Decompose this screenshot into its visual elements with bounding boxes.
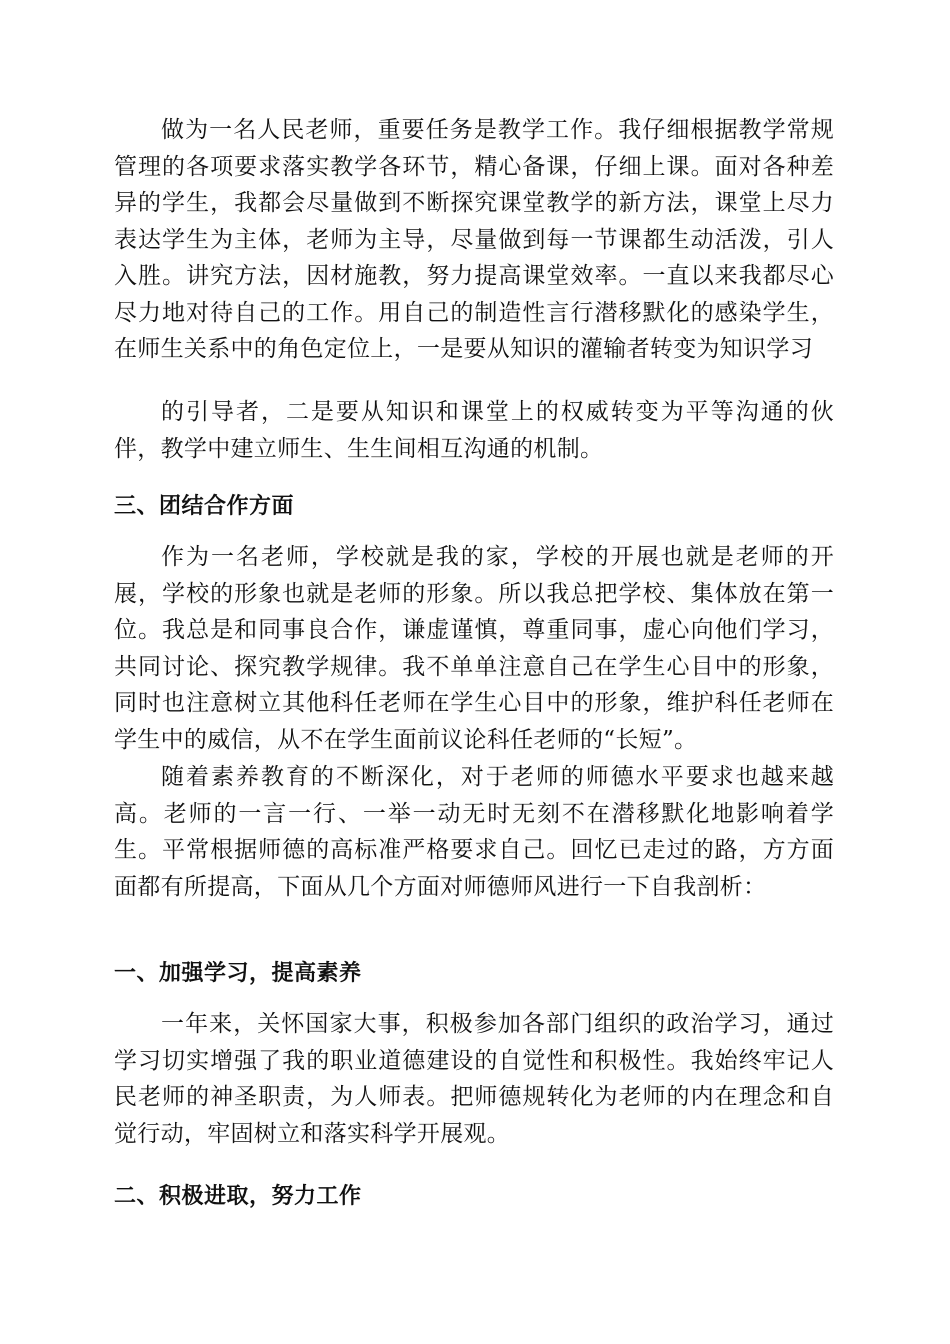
paragraph-school-as-home: 作为一名老师，学校就是我的家，学校的开展也就是老师的开展，学校的形象也就是老师的形象。所以我总把学校、集体放在第一位。我总是和同事良合作，谦虚谨慎，尊重同事，虚心向他们学习，共同讨论、探究教学规律。我不单单注意自己在学生心目中的形象，同时也注意树立其他科任老师在学生心目中的形象，维护科任老师在学生中的威信，从不在学生面前议论科任老师的“长短”。	[114, 544, 834, 753]
paragraph-political-study: 一年来，关怀国家大事，积极参加各部门组织的政治学习，通过学习切实增强了我的职业道德建设的自觉性和积极性。我始终牢记人民老师的神圣职责，为人师表。把师德规转化为老师的内在理念和自觉行动，牢固树立和落实科学开展观。	[114, 1011, 834, 1147]
heading-enterprising: 二、积极进取，努力工作	[114, 1184, 362, 1209]
paragraph-teaching-work: 做为一名人民老师，重要任务是教学工作。我仔细根据教学常规管理的各项要求落实教学各环节，精心备课，仔细上课。面对各种差异的学生，我都会尽量做到不断探究课堂教学的新方法，课堂上尽力表达学生为主体，老师为主导，尽量做到每一节课都生动活泼，引人入胜。讲究方法，因材施教，努力提高课堂效率。一直以来我都尽心尽力地对待自己的工作。用自己的制造性言行潜移默化的感染学生，在师生关系中的角色定位上，一是要从知识的灌输者转变为知识学习	[114, 117, 834, 362]
heading-teamwork: 三、团结合作方面	[114, 494, 295, 519]
heading-study: 一、加强学习，提高素养	[114, 961, 362, 986]
paragraph-quality-education: 随着素养教育的不断深化，对于老师的师德水平要求也越来越高。老师的一言一行、一举一动无时无刻不在潜移默化地影响着学生。平常根据师德的高标准严格要求自己。回忆已走过的路，方方面面都有所提高，下面从几个方面对师德师风进行一下自我剖析：	[114, 764, 834, 900]
paragraph-guide-role: 的引导者，二是要从知识和课堂上的权威转变为平等沟通的伙伴，教学中建立师生、生生间相互沟通的机制。	[114, 399, 834, 462]
